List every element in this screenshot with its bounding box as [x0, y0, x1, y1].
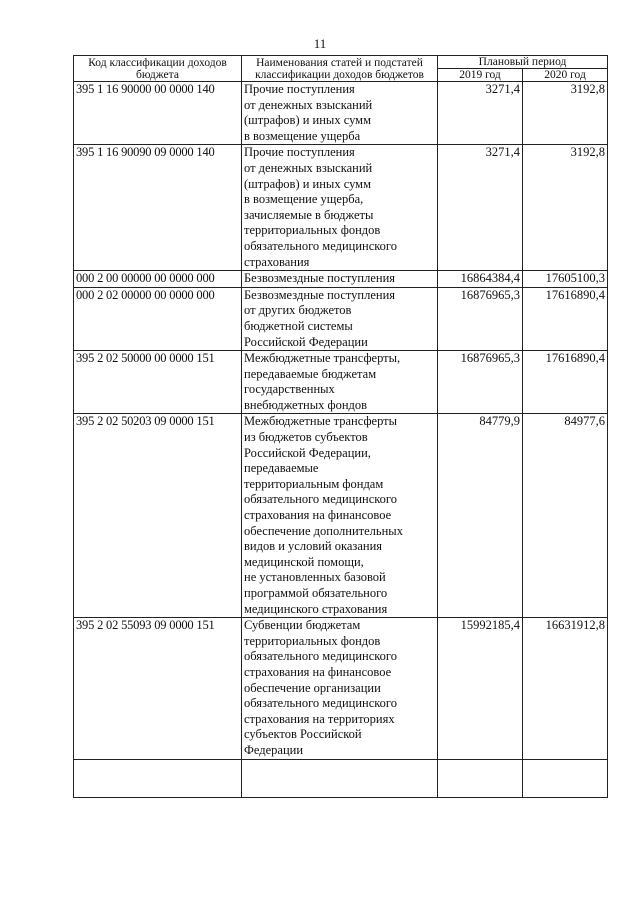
- header-name: Наименования статей и подстатей классификации доходов бюджетов: [242, 56, 438, 82]
- header-year-2019: 2019 год: [438, 69, 523, 82]
- row-code: 395 1 16 90090 09 0000 140: [74, 145, 242, 271]
- row-name: Межбюджетные трансферты, передаваемые бюджетам государственных внебюджетных фондов: [242, 351, 438, 414]
- row-value-2019: 3271,4: [438, 82, 523, 145]
- row-name: Безвозмездные поступления от других бюджетов бюджетной системы Российской Федерации: [242, 287, 438, 350]
- row-name: Межбюджетные трансферты из бюджетов субъектов Российской Федерации, передаваемые территориальным фондам обязательного медицинского страхования на финансовое обеспечение дополнительных видов и условий оказания медицинской помощи, не установленных базовой программой обязательного медицинского страхования: [242, 414, 438, 618]
- table-row: [74, 414, 608, 618]
- table-row: [74, 145, 608, 271]
- header-year-2020: 2020 год: [523, 69, 608, 82]
- row-name: Прочие поступления от денежных взысканий (штрафов) и иных сумм в возмещение ущерба, зачисляемые в бюджеты территориальных фондов обязательного медицинского страхования: [242, 145, 438, 271]
- row-value-2019: 16876965,3: [438, 351, 523, 414]
- row-value-2020: 16631912,8: [523, 618, 608, 759]
- row-name: Субвенции бюджетам территориальных фондов обязательного медицинского страхования на финансовое обеспечение организации обязательного медицинского страхования на территориях субъектов Российской Федерации: [242, 618, 438, 759]
- row-code: 395 1 16 90000 00 0000 140: [74, 82, 242, 145]
- row-code: 000 2 00 00000 00 0000 000: [74, 271, 242, 288]
- table-row: [74, 351, 608, 414]
- empty-cell: [438, 759, 523, 797]
- table-row: [74, 287, 608, 350]
- empty-cell: [523, 759, 608, 797]
- row-code: 395 2 02 50203 09 0000 151: [74, 414, 242, 618]
- row-name: Безвозмездные поступления: [242, 271, 438, 288]
- row-value-2020: 17616890,4: [523, 287, 608, 350]
- empty-cell: [242, 759, 438, 797]
- row-value-2020: 3192,8: [523, 145, 608, 271]
- row-value-2019: 15992185,4: [438, 618, 523, 759]
- row-code: 395 2 02 55093 09 0000 151: [74, 618, 242, 759]
- row-value-2019: 84779,9: [438, 414, 523, 618]
- row-value-2020: 17605100,3: [523, 271, 608, 288]
- row-code: 000 2 02 00000 00 0000 000: [74, 287, 242, 350]
- page-number: 11: [313, 36, 327, 51]
- revenue-table: [73, 55, 608, 798]
- row-value-2020: 3192,8: [523, 82, 608, 145]
- row-name: Прочие поступления от денежных взысканий (штрафов) и иных сумм в возмещение ущерба: [242, 82, 438, 145]
- row-value-2019: 3271,4: [438, 145, 523, 271]
- header-code: Код классификации доходов бюджета: [74, 56, 242, 82]
- row-value-2020: 84977,6: [523, 414, 608, 618]
- table-row: [74, 618, 608, 759]
- row-value-2019: 16864384,4: [438, 271, 523, 288]
- table-body: [74, 82, 608, 798]
- table-row-empty: [74, 759, 608, 797]
- table-row: [74, 82, 608, 145]
- header-period: Плановый период: [438, 56, 608, 69]
- row-value-2019: 16876965,3: [438, 287, 523, 350]
- empty-cell: [74, 759, 242, 797]
- row-value-2020: 17616890,4: [523, 351, 608, 414]
- row-code: 395 2 02 50000 00 0000 151: [74, 351, 242, 414]
- table-row: [74, 271, 608, 288]
